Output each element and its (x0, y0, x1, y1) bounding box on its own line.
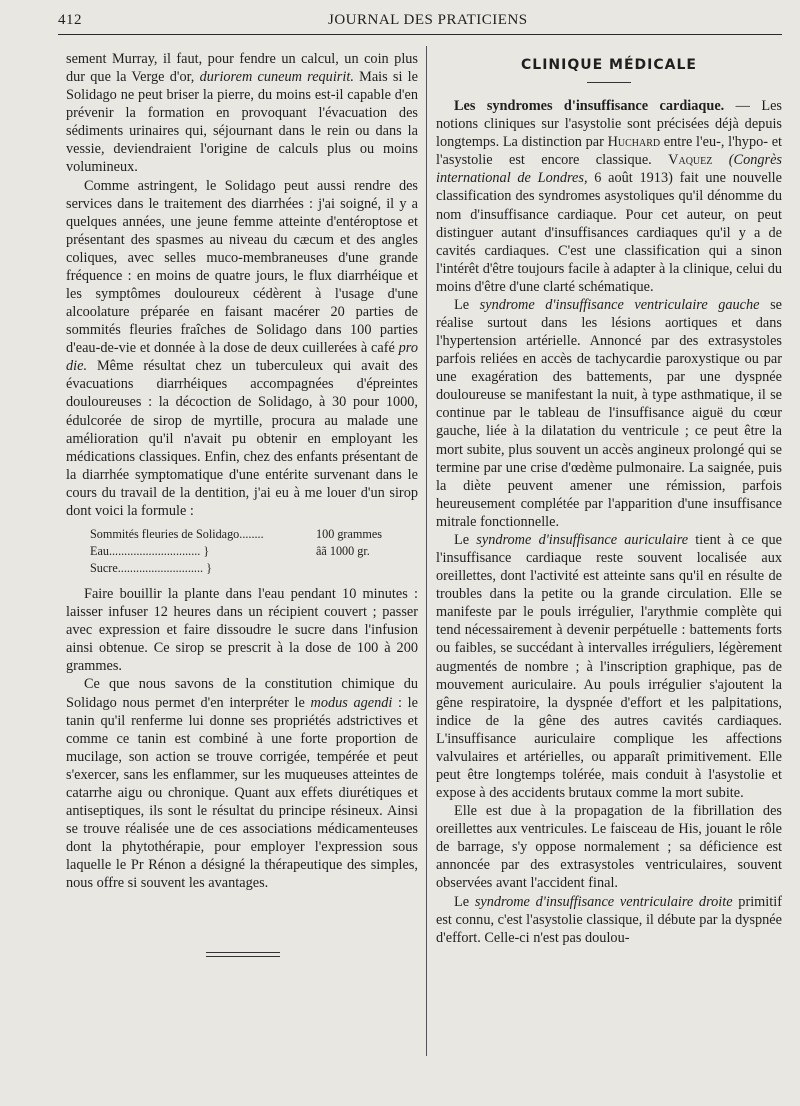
text-run: Vaquez (668, 152, 713, 169)
text-run: pro die. (66, 340, 418, 375)
recipe-quantity: âã 1000 gr. (316, 544, 370, 559)
text-run: Comme astringent, le Solidago peut aussi rendre des services dans le traitement des diarrhées : j'ai soigné, il y a quelques années, une jeune femme atteinte d'entéroptose et présentant des spasmes au niveau du cæcum et des angles coliques, avec selles muco-membraneuses d'une grande fréquence : en moins de quatre jours, le flux diarrhéique et les symptômes douloureux cédèrent à l'usage d'une alcoolature préparée en faisant macérer 20 parties de sommités fleuries fraîches de Solidago dans 100 parties d'eau-de-vie et donnée à la dose de deux cuillerées à café (66, 177, 418, 357)
recipe-line (90, 560, 418, 577)
text-run: entre l'eu-, l'hypo- et l'asystolie est encore classique. (436, 134, 783, 169)
text-run: Ce que nous savons de la constitution chimique du Solidago nous permet d'en interpréter le (66, 676, 418, 711)
paragraph (436, 893, 782, 947)
end-of-article-rule (206, 952, 280, 960)
text-run: Faire bouillir la plante dans l'eau pendant 10 minutes : laisser infuser 12 heures dans un récipient couvert ; passer avec expression et faire dissoudre le sucre dans l'infusion ainsi obtenue. Ce sirop se prescrit à la dose de 100 à 200 grammes. (66, 586, 418, 675)
recipe-quantity (302, 560, 316, 577)
left-column (66, 50, 418, 892)
text-run: Les syndromes d'insuffisance cardiaque. (454, 98, 725, 115)
journal-title: JOURNAL DES PRATICIENS (328, 12, 528, 28)
text-run: tient à ce que l'insuffisance cardiaque reste souvent localisée aux oreillettes, dont l'activité est atteinte sans qu'il en résulte de troubles dans la petite ou la grande circulation. Elle se manifeste par le pouls irrégulier, l'arythmie complète qui tend nécessairement à devenir perpétuelle : battements forts ou faibles, se succédant à intervalles irréguliers, légèrement augmentés de nombre ; à l'inscription graphique, pas de mouvement auriculaire. Au pouls irrégulier s'ajoutent la gêne respiratoire, la dyspnée d'effort et les palpitations, indice de la gêne des autres cavités cardiaques. L'insuffisance auriculaire complique les affections valvulaires et artérielles, ou apparaît primitivement. Elle peut être longtemps tolérée, mais conduit à l'asystolie et expose à des accidents brutaux comme la mort subite. (436, 531, 783, 802)
text-run (712, 152, 728, 168)
text-run: duriorem cuneum requirit. (199, 69, 354, 86)
paragraph (66, 585, 418, 675)
right-column (436, 56, 782, 947)
text-run: syndrome d'insuffisance ventriculaire droite (474, 893, 733, 910)
header-rule (58, 34, 782, 35)
text-run: Le (454, 296, 480, 313)
text-run: Le (454, 893, 475, 910)
text-run: 6 août 1913) fait une nouvelle classification des syndromes asystoliques qu'il dénomme du nom d'insuffisance cardiaque. Pour cet auteur, on peut distinguer autant d'insuffisances cardiaques qu'il y a de cavités cardiaques. C'est une classification qui a sinon l'intérêt d'être toujours facile à adapter à la clinique, celui du moins d'être d'une clarté schématique. (436, 170, 782, 295)
recipe-ingredient: Eau.............................. } (90, 544, 210, 559)
recipe-line (90, 526, 418, 543)
section-title: CLINIQUE MÉDICALE (521, 57, 697, 73)
title-rule (587, 82, 631, 83)
rule-line (206, 952, 280, 953)
text-run: : le tanin qu'il renferme lui donne ses propriétés adstrictives et comme ce tanin est combiné à une forte proportion de mucilage, son action se trouve corrigée, tempérée et peut s'exercer, sans les enflammer, sur les muqueuses atteintes de catarrhe aigu ou chronique. Quant aux effets diurétiques et antiseptiques, ils sont le résultat du principe résineux. Ainsi se trouve réalisée une de ces associations médicamenteuses dont la phytothérapie, pour employer l'expression sous laquelle le Pr Rénon a désigné la thérapeutique des simples, nous offre si souvent les avantages. (66, 694, 418, 892)
text-run: Huchard (607, 134, 661, 151)
text-run: se réalise surtout dans les lésions aortiques et dans l'hypertension artérielle. Annoncé par des extrasystoles parfois reliées en accès de tachycardie paroxystique ou par une exagération des battements, par une dyspnée douloureuse se manifestant la nuit, à type asthmatique, il se continue par le tableau de l'insuffisance aiguë du cœur gauche, liée à la dilatation du ventricule ; ce peut être la mort subite, plus souvent un accès angineux prolongé qui se termine par une crise d'œdème pulmonaire. La saignée, puis la diète peuvent amener une rémission, parfois heureusement complétée par l'apparition d'une insuffisance mitrale fonctionnelle. (436, 296, 783, 530)
text-run: modus agendi (310, 694, 393, 711)
running-header (58, 10, 780, 34)
text-run: Elle est due à la propagation de la fibrillation des oreillettes aux ventricules. Le faisceau de His, jouant le rôle de barrage, s'y oppose normalement ; sa déficience est annoncée par des extrasystoles ventriculaires, souvent observées avant l'accident final. (436, 803, 782, 892)
page-number: 412 (58, 12, 82, 28)
recipe-quantity: 100 grammes (316, 527, 383, 542)
text-run: primitif est connu, c'est l'asystolie classique, il débute par la dyspnée d'effort. Celle-ci n'est pas doulou- (436, 893, 782, 946)
text-run: syndrome d'insuffisance auriculaire (476, 531, 689, 548)
text-run: sement Murray, il faut, pour fendre un calcul, un coin plus dur que la Verge d'or, (66, 51, 418, 86)
text-run: Mais si le Solidago ne peut briser la pierre, du moins est-il capable d'en prévenir la formation en provoquant l'évacuation des sédiments urinaires qui, séjournant dans le rein ou dans la vessie, deviendraient l'origine de calculs plus ou moins volumineux. (66, 69, 418, 176)
rule-line (206, 956, 280, 957)
paragraph (436, 296, 782, 531)
recipe-line (90, 543, 418, 560)
recipe-ingredient: Sommités fleuries de Solidago........ (90, 527, 264, 542)
text-run: Le (454, 531, 477, 548)
paragraph (436, 97, 782, 296)
text-run: syndrome d'insuffisance ventriculaire gauche (479, 296, 760, 313)
paragraph (436, 802, 782, 892)
recipe-formula (90, 526, 418, 577)
text-run: (Congrès international de Londres, (436, 152, 782, 187)
paragraph (436, 531, 782, 802)
paragraph (66, 177, 418, 520)
column-divider (426, 46, 427, 1056)
text-run: — Les notions cliniques sur l'asystolie sont précisées déjà depuis longtemps. La distinction par (436, 98, 782, 151)
paragraph (66, 675, 418, 892)
recipe-ingredient: Sucre............................ } (90, 561, 212, 576)
text-run: Même résultat chez un tuberculeux qui avait des évacuations diarrhéiques accompagnées d'épreintes douloureuses : la décoction de Solidago, à 30 pour 1000, édulcorée de sirop de myrtille, procura au malade une amélioration qu'il n'avait pu obtenir en employant les médications classiques. Enfin, chez des enfants présentant de la diarrhée symptomatique d'une entérite survenant dans le cours du travail de la dentition, j'ai eu à me louer d'un sirop dont voici la formule : (66, 358, 418, 519)
paragraph (66, 50, 418, 177)
